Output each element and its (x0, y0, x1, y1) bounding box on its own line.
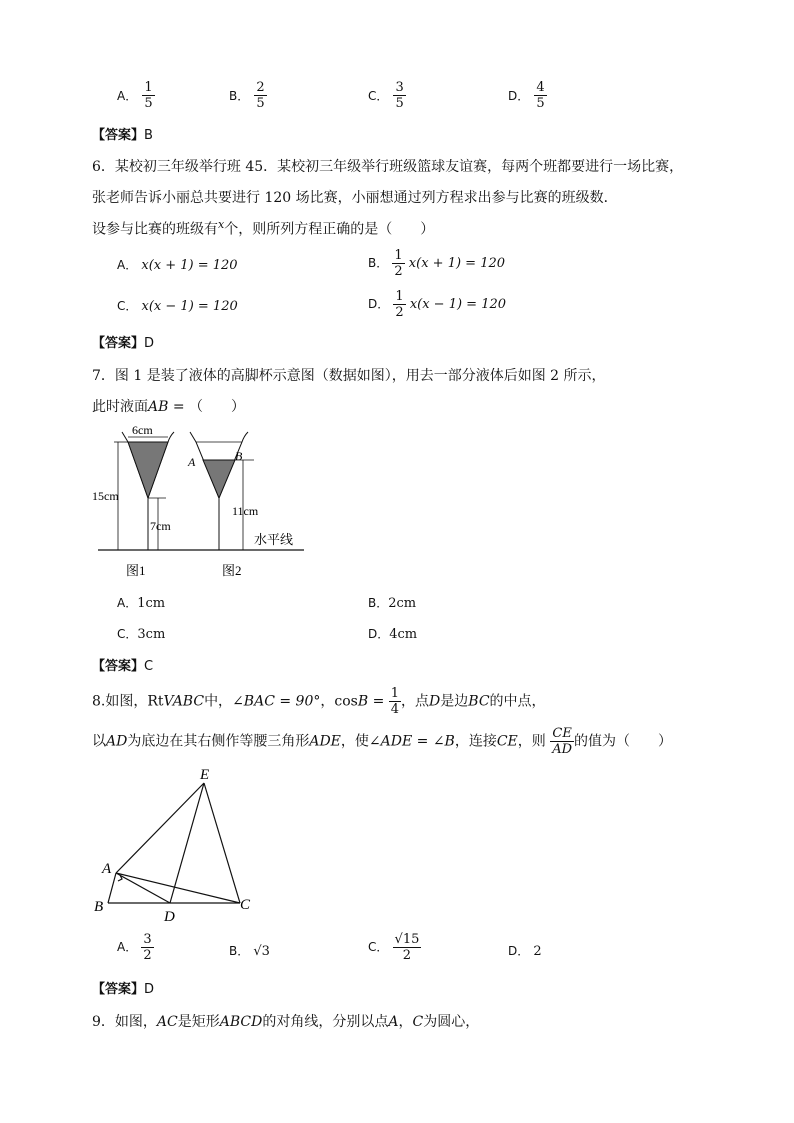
label-c: C (240, 897, 251, 913)
goblet-figure (92, 420, 322, 585)
option-label: B． (229, 89, 250, 103)
q9-line: 9．如图，AC是矩形ABCD的对角线，分别以点A，C为圆心， (92, 1014, 480, 1030)
fraction: $\frac{CE}{AD}$ (552, 726, 573, 757)
label-a: A (102, 861, 112, 877)
q7-option-b: B．2cm (368, 596, 417, 611)
q8-option-c: C． $\frac{√15}{2}$ (368, 932, 420, 963)
q8-option-d: D． 2 (508, 944, 542, 959)
q5-option-c (368, 80, 406, 111)
q7-option-c: C．3cm (117, 627, 166, 642)
answer-tag: 【答案】 (92, 128, 145, 143)
triangle-figure (90, 765, 270, 925)
equation: x(x + 1) = 120 (141, 258, 238, 273)
q7-option-a: A．1cm (117, 596, 166, 611)
equation: x(x − 1) = 120 (409, 297, 507, 312)
q6-option-d: D． $\frac{1}{2}$ x(x − 1) = 120 (368, 289, 507, 320)
label-b: B (94, 899, 104, 915)
label-horizon: 水平线 (254, 532, 294, 547)
q6-line2: 张老师告诉小丽总共要进行 120 场比赛，小丽想通过列方程求出参与比赛的班级数． (92, 190, 618, 206)
label-fig1: 图1 (126, 563, 146, 578)
q5-option-d (508, 80, 547, 111)
option-label: D． (508, 89, 530, 103)
q7-answer: 【答案】C (92, 659, 154, 674)
label-11cm: 11cm (232, 504, 259, 518)
q6-answer: 【答案】D (92, 336, 155, 351)
q6-line3: 设参与比赛的班级有$^x$个，则所列方程正确的是（ ） (92, 218, 435, 238)
q8-answer: 【答案】D (92, 982, 155, 997)
equation: x(x − 1) = 120 (141, 299, 238, 314)
q7-line1: 7．图 1 是装了液体的高脚杯示意图（数据如图），用去一部分液体后如图 2 所示， (92, 368, 606, 384)
fraction-half: $\frac{1}{2}$ (395, 289, 404, 320)
q5-answer (92, 124, 153, 143)
fraction: $\frac{3}{2}$ (143, 932, 152, 963)
q8-option-b: B． √3 (229, 944, 270, 959)
q8-option-a: A． $\frac{3}{2}$ (117, 932, 152, 963)
label-7cm: 7cm (150, 519, 171, 533)
label-point-b: B (235, 449, 243, 463)
q6-option-c: C． x(x − 1) = 120 (117, 299, 238, 314)
q7-option-d: D．4cm (368, 627, 418, 642)
q8-line2: 以AD为底边在其右侧作等腰三角形ADE，使∠ADE = ∠B，连接CE，则 $\frac{CE}{AD}$ 的值为（ ） (92, 726, 673, 757)
fraction: $\frac{1}{5}$ (144, 80, 153, 111)
label-e: E (200, 767, 210, 783)
equation: x(x + 1) = 120 (408, 256, 506, 271)
q6-line1: 6．某校初三年级举行班 45．某校初三年级举行班级篮球友谊赛，每两个班都要进行一场比赛， (92, 159, 684, 175)
label-d: D (164, 909, 175, 925)
fraction: $\frac{√15}{2}$ (394, 932, 420, 963)
label-point-a: A (188, 455, 196, 469)
fraction: $\frac{3}{5}$ (395, 80, 404, 111)
option-label: C． (368, 89, 389, 103)
q6-option-a: A． x(x + 1) = 120 (117, 258, 238, 273)
fraction-half: $\frac{1}{2}$ (394, 248, 403, 279)
fraction: $\frac{1}{4}$ (390, 686, 400, 717)
label-6cm: 6cm (132, 423, 153, 437)
fraction: $\frac{4}{5}$ (536, 80, 545, 111)
q8-line1: 8.如图，RtVABC中，∠BAC = 90°，cosB = $\frac{1}{4}$ ，点D是边BC的中点， (92, 686, 546, 717)
q5-option-b (229, 80, 267, 111)
option-label: A． (117, 89, 138, 103)
answer-value: B (144, 128, 153, 143)
label-fig2: 图2 (222, 563, 242, 578)
q6-option-b: B． $\frac{1}{2}$ x(x + 1) = 120 (368, 248, 506, 279)
q5-option-a (117, 80, 155, 111)
fraction: $\frac{2}{5}$ (256, 80, 265, 111)
q7-line2: 此时液面AB = （ ） (92, 399, 246, 415)
label-15cm: 15cm (92, 489, 119, 503)
